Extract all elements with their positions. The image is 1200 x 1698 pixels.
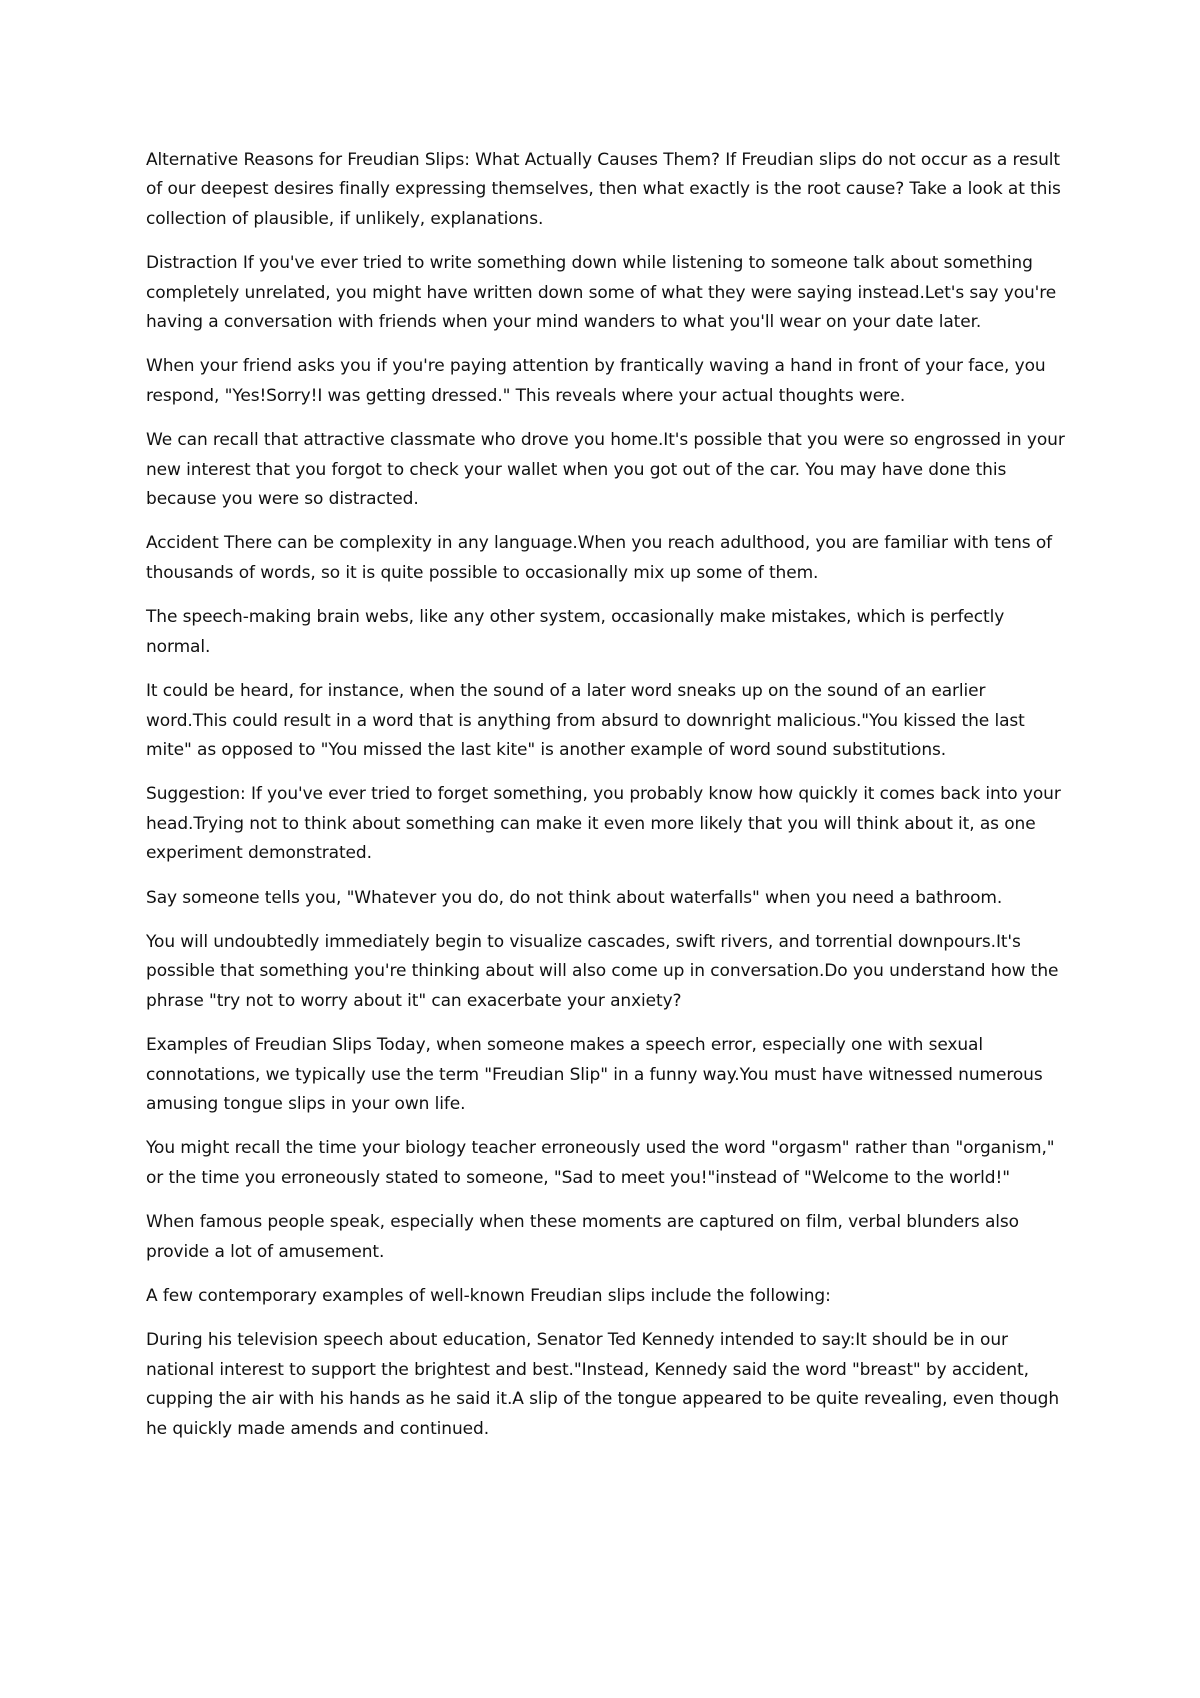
paragraph-contemporary-examples: A few contemporary examples of well-known Freudian slips include the following:	[146, 1286, 831, 1306]
paragraph-paying-attention: When your friend asks you if you're paying attention by frantically waving a hand in front of your face, you respond, "Yes!Sorry!I was getting dressed." This reveals where your actual thoughts were.	[146, 356, 1046, 406]
paragraph-biology-teacher: You might recall the time your biology teacher erroneously used the word "orgasm" rather than "organism," or the time you erroneously stated to someone, "Sad to meet you!"instead of "Welcome to the world!"	[146, 1138, 1055, 1188]
paragraph-suggestion: Suggestion: If you've ever tried to forget something, you probably know how quickly it comes back into your head.Trying not to think about something can make it even more likely that you will think about it, as one experiment demonstrated.	[146, 784, 1061, 864]
paragraph-distraction: Distraction If you've ever tried to write something down while listening to someone talk about something completely unrelated, you might have written down some of what they were saying instead.Let's say you're having a conversation with friends when your mind wanders to what you'll wear on your date later.	[146, 253, 1057, 333]
document-body	[146, 146, 1066, 1459]
paragraph-famous-people: When famous people speak, especially when these moments are captured on film, verbal blunders also provide a lot of amusement.	[146, 1212, 1019, 1262]
paragraph-classmate: We can recall that attractive classmate who drove you home.It's possible that you were so engrossed in your new interest that you forgot to check your wallet when you got out of the car. You may have done this because you were so distracted.	[146, 430, 1065, 510]
paragraph-intro: Alternative Reasons for Freudian Slips: What Actually Causes Them? If Freudian slips do not occur as a result of our deepest desires finally expressing themselves, then what exactly is the root cause? Take a look at this collection of plausible, if unlikely, explanations.	[146, 150, 1061, 229]
paragraph-kennedy: During his television speech about education, Senator Ted Kennedy intended to say:It should be in our national interest to support the brightest and best."Instead, Kennedy said the word "breast" by accident, cupping the air with his hands as he said it.A slip of the tongue appeared to be quite revealing, even though he quickly made amends and continued.	[146, 1330, 1060, 1439]
paragraph-sound-substitution: It could be heard, for instance, when the sound of a later word sneaks up on the sound of an earlier word.This could result in a word that is anything from absurd to downright malicious."You kissed the last mite" as opposed to "You missed the last kite" is another example of word sound substitutions.	[146, 681, 1025, 760]
paragraph-accident: Accident There can be complexity in any language.When you reach adulthood, you are familiar with tens of thousands of words, so it is quite possible to occasionally mix up some of them.	[146, 533, 1053, 583]
paragraph-examples: Examples of Freudian Slips Today, when someone makes a speech error, especially one with sexual connotations, we typically use the term "Freudian Slip" in a funny way.You must have witnessed numerous amusing tongue slips in your own life.	[146, 1035, 1043, 1114]
paragraph-brain-webs: The speech-making brain webs, like any other system, occasionally make mistakes, which is perfectly normal.	[146, 607, 1005, 657]
paragraph-waterfalls: Say someone tells you, "Whatever you do, do not think about waterfalls" when you need a bathroom.	[146, 887, 1003, 908]
paragraph-cascades: You will undoubtedly immediately begin to visualize cascades, swift rivers, and torrential downpours.It's possible that something you're thinking about will also come up in conversation.Do you understand how the phrase "try not to worry about it" can exacerbate your anxiety?	[146, 931, 1059, 1011]
